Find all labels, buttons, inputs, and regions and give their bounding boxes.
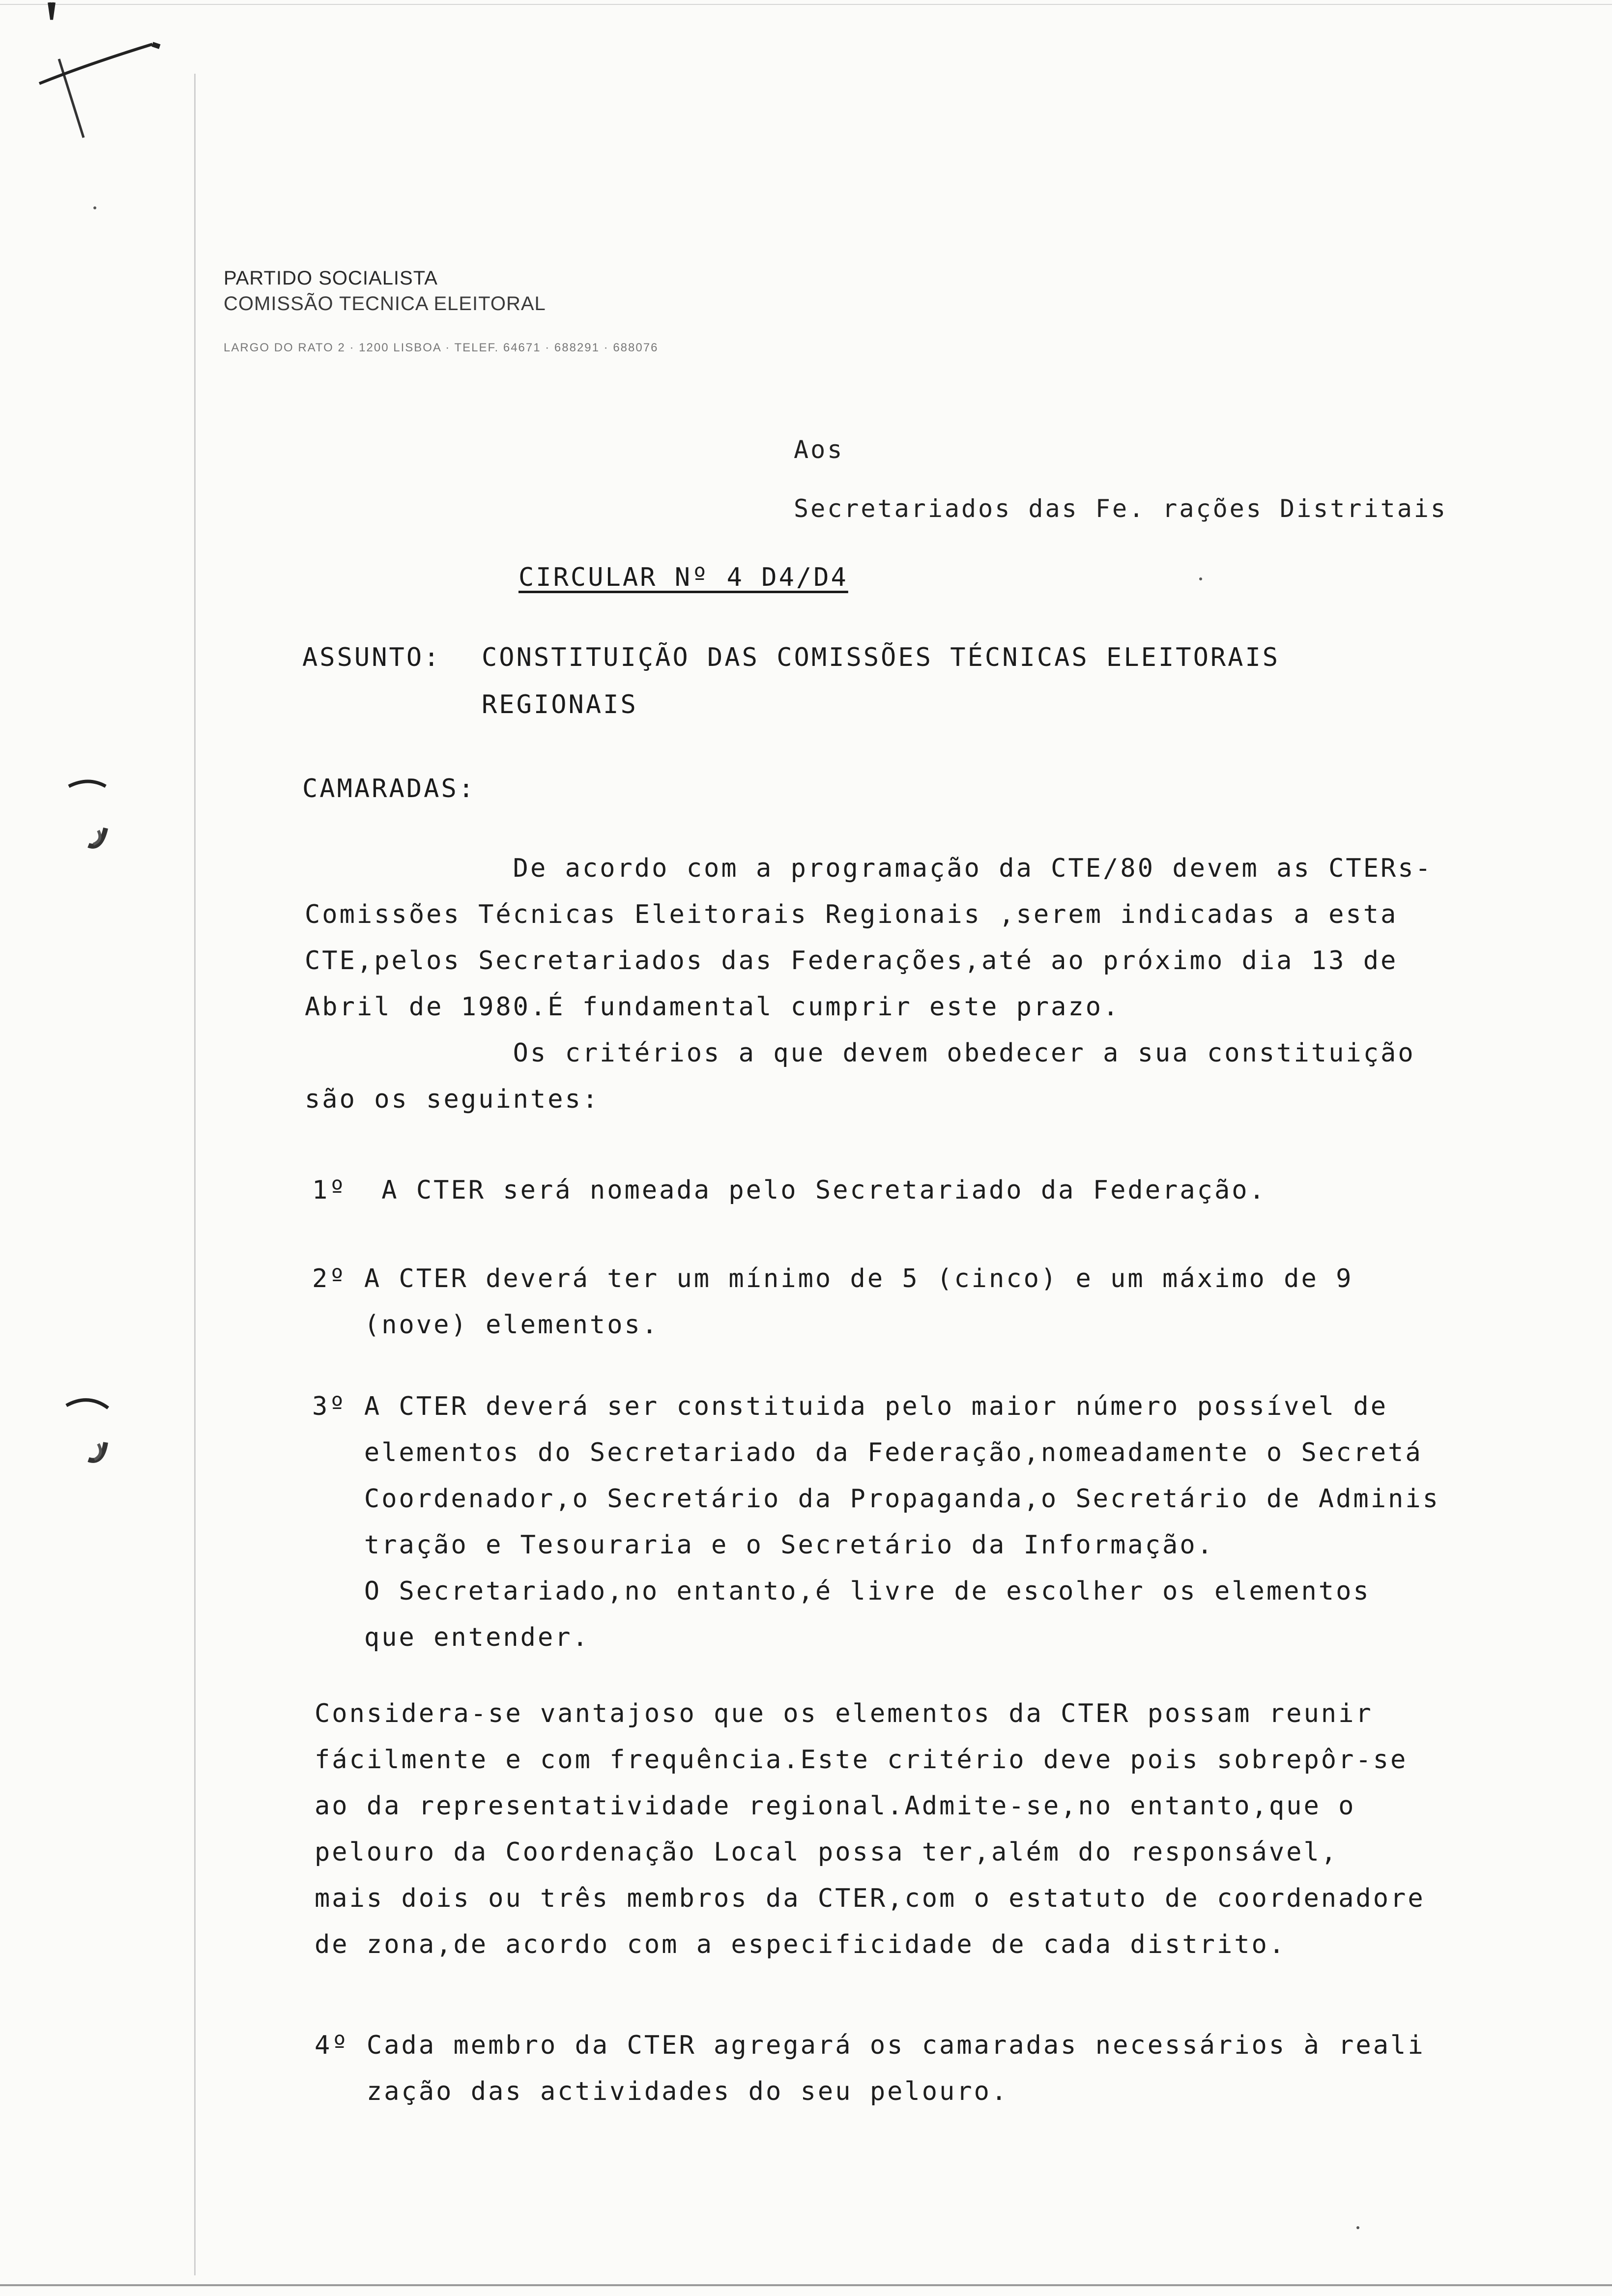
letterhead-commission: COMISSÃO TECNICA ELEITORAL bbox=[224, 293, 546, 315]
stray-mark bbox=[1356, 2226, 1359, 2229]
stray-mark bbox=[1199, 577, 1202, 580]
bottom-edge bbox=[0, 2284, 1612, 2286]
margin-fold-line bbox=[194, 74, 196, 2275]
stray-mark bbox=[93, 206, 96, 209]
handwritten-mark-icon bbox=[29, 0, 177, 147]
considerations-paragraph: Considera-se vantajoso que os elementos da CTER possam reunir fácilmente e com frequência.Este critério deve pois sobrepôr-se ao da representatividade regional.Admite-se,no entanto,que o pelouro da Coordenação Local possa ter,além do responsável, mais dois ou três membros da CTER,com o estatuto de coordenadore de zona,de acordo com a especificidade de cada distrito. bbox=[315, 1699, 1425, 1959]
recipient-line-2: Secretariados das Fe. rações Distritais bbox=[794, 494, 1447, 523]
letterhead bbox=[224, 265, 658, 355]
letterhead-address: LARGO DO RATO 2 · 1200 LISBOA · TELEF. 64671 · 688291 · 688076 bbox=[224, 341, 659, 354]
circular-title: CIRCULAR Nº 4 D4/D4 bbox=[518, 563, 848, 592]
greeting: CAMARADAS: bbox=[302, 774, 476, 804]
recipient-line-1: Aos bbox=[794, 435, 844, 464]
criterion-4: 4º Cada membro da CTER agregará os camaradas necessários à reali zação das actividades do seu pelouro. bbox=[315, 2031, 1425, 2106]
letterhead-party: PARTIDO SOCIALISTA bbox=[224, 267, 438, 289]
subject-text: CONSTITUIÇÃO DAS COMISSÕES TÉCNICAS ELEITORAIS REGIONAIS bbox=[482, 643, 1280, 719]
punch-hole-icon bbox=[59, 772, 113, 855]
intro-paragraph: De acordo com a programação da CTE/80 devem as CTERs- Comissões Técnicas Eleitorais Regionais ,serem indicadas a esta CTE,pelos Secretariados das Federações,até ao próximo dia 13 de Abril de 1980.É fundamental cumprir este prazo. Os critérios a que devem obedecer a sua constituição são os seguintes: bbox=[305, 854, 1433, 1114]
punch-hole-icon bbox=[59, 1386, 113, 1469]
criterion-3: 3º A CTER deverá ser constituida pelo maior número possível de elementos do Secretariado da Federação,nomeadamente o Secretá Coordenador,o Secretário da Propaganda,o Secretário de Adminis tração e Tesouraria e o Secretário da Informação. O Secretariado,no entanto,é livre de escolher os elementos que entender. bbox=[312, 1392, 1440, 1652]
criterion-2: 2º A CTER deverá ter um mínimo de 5 (cinco) e um máximo de 9 (nove) elementos. bbox=[312, 1264, 1353, 1340]
top-edge bbox=[0, 4, 1612, 5]
criterion-1: 1º A CTER será nomeada pelo Secretariado da Federação. bbox=[312, 1176, 1267, 1205]
recipient-block bbox=[794, 420, 1447, 538]
subject-label: ASSUNTO: bbox=[302, 643, 441, 672]
